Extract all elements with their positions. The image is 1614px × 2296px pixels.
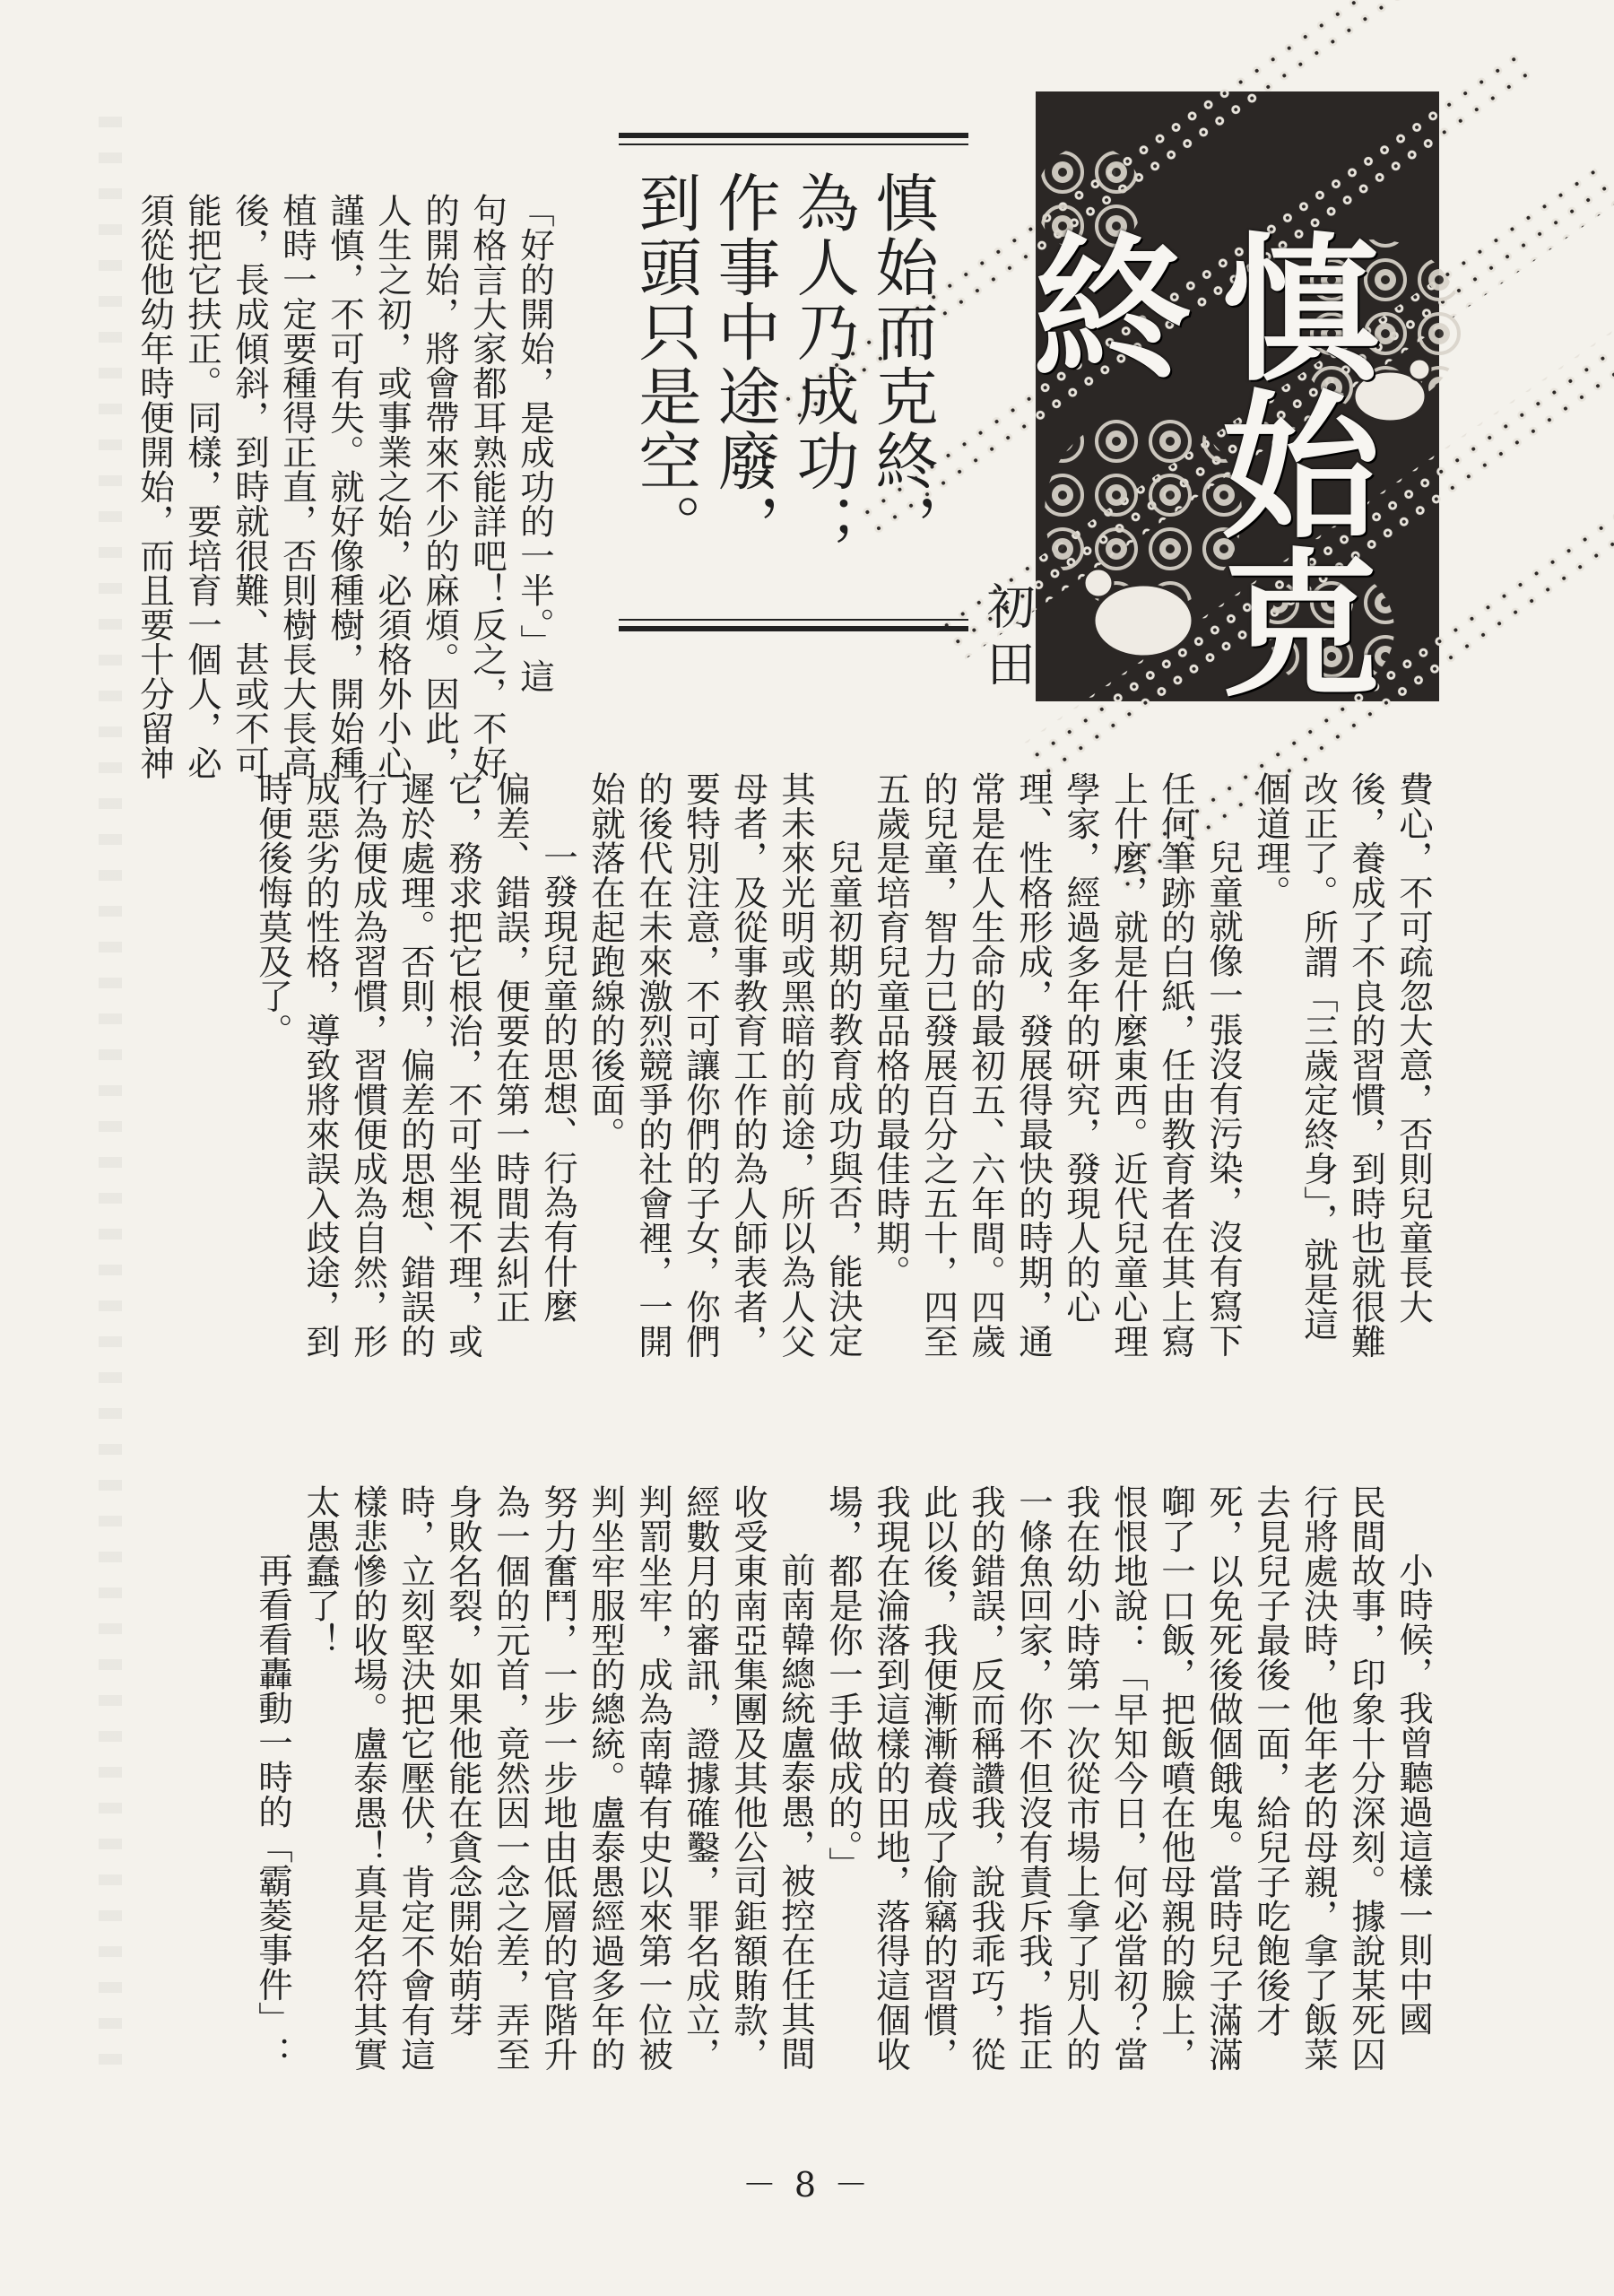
line-text: 行將處決時，他年老的母親，拿了飯菜	[1298, 1484, 1339, 2072]
line-text: 的開始，將會帶來不少的麻煩。因此，	[420, 193, 460, 780]
line-text: 須從他幼年時便開始，而且要十分留神	[134, 193, 175, 780]
text-line	[344, 771, 392, 1417]
text-line	[131, 193, 178, 780]
text-line	[439, 1484, 487, 2130]
line-text: 任何筆跡的白紙，任由教育者在其上寫	[1156, 771, 1196, 1359]
text-line	[1057, 1484, 1105, 2130]
text-line	[962, 1484, 1010, 2130]
line-text: 它，務求把它根治，不可坐視不理，或	[443, 771, 483, 1359]
text-line	[369, 193, 416, 780]
text-line	[582, 771, 629, 1417]
text-line	[464, 193, 511, 780]
text-line	[487, 1484, 534, 2130]
middle-paragraphs	[106, 771, 1437, 1417]
line-text: 的後代在未來激烈競爭的社會裡，一開	[633, 771, 673, 1359]
text-line	[1342, 771, 1390, 1417]
text-line	[392, 771, 439, 1417]
text-line	[297, 1484, 344, 2130]
text-line	[1390, 1484, 1437, 2130]
text-line	[629, 1484, 677, 2130]
line-text: 的兒童，智力已發展百分之五十，四至	[918, 771, 959, 1359]
text-line	[178, 193, 226, 780]
line-text: 偏差、錯誤，便要在第一時間去糾正	[490, 771, 531, 1324]
line-text: 前南韓總統盧泰愚，被控在任其間	[776, 1552, 816, 2071]
motto-line: 到頭只是空。	[629, 170, 702, 558]
line-text: 能把它扶正。同樣，要培育一個人，必	[182, 193, 222, 780]
line-text: 理、性格形成，發展得最快的時期，通	[1013, 771, 1054, 1359]
text-line	[1010, 1484, 1057, 2130]
text-line	[1105, 1484, 1152, 2130]
line-text: 此以後，我便漸漸養成了偷竊的習慣，	[918, 1484, 959, 2072]
text-line	[226, 193, 273, 780]
line-text: 我在幼小時第一次從市場上拿了別人的	[1061, 1484, 1101, 2072]
text-line	[677, 1484, 725, 2130]
line-text: 再看看轟動一時的「霸菱事件」：	[253, 1552, 293, 2071]
text-line	[820, 1484, 867, 2130]
text-line	[1057, 771, 1105, 1417]
bottom-paragraphs	[106, 1484, 1437, 2130]
line-text: 收受東南亞集團及其他公司鉅額賄款，	[728, 1484, 768, 2072]
text-line	[725, 771, 772, 1417]
line-text: 樣悲慘的收場。盧泰愚！真是名符其實	[348, 1484, 388, 2072]
author-name: 初田	[979, 581, 1036, 696]
line-text: 一發現兒童的思想、行為有什麼	[538, 839, 578, 1323]
text-line	[297, 771, 344, 1417]
line-text: 去見兒子最後一面，給兒子吃飽後才	[1251, 1484, 1291, 2037]
line-text: 遲於處理。否則，偏差的思想、錯誤的	[395, 771, 436, 1359]
text-line	[511, 193, 559, 695]
article-title: 慎始克終	[1007, 226, 1379, 700]
motto-line: 作事中途廢，	[707, 170, 781, 558]
line-text: 常是在人生命的最初五、六年間。四歲	[966, 771, 1006, 1359]
line-text: 判坐牢服型的總統。盧泰愚經過多年的	[586, 1484, 626, 2072]
text-line	[1390, 771, 1437, 1417]
line-text: 一條魚回家，你不但沒有責斥我，指正	[1013, 1484, 1054, 2072]
line-text: 後，養成了不良的習慣，到時也就很難	[1346, 771, 1386, 1359]
line-text: 謹慎，不可有失。就好像種樹，開始種	[325, 193, 365, 780]
text-line	[1010, 771, 1057, 1417]
text-line	[1295, 771, 1342, 1417]
line-text: 要特別注意，不可讓你們的子女，你們	[681, 771, 721, 1359]
motto-line: 為人乃成功；	[786, 170, 860, 558]
line-text: 死，以免死後做個餓鬼。當時兒子滿滿	[1203, 1484, 1244, 2072]
text-line	[867, 771, 915, 1417]
text-line	[1200, 771, 1247, 1417]
line-text: 母者，及從事教育工作的為人師表者，	[728, 771, 768, 1359]
line-text: 恨恨地說：「早知今日，何必當初？當	[1108, 1484, 1149, 2072]
text-line	[392, 1484, 439, 2130]
text-line	[416, 193, 464, 780]
line-text: 成惡劣的性格，導致將來誤入歧途，到	[300, 771, 341, 1359]
text-line	[1247, 1484, 1295, 2130]
text-line	[772, 1484, 820, 2130]
text-line	[534, 771, 582, 1417]
line-text: 我的錯誤，反而稱讚我，說我乖巧，從	[966, 1484, 1006, 2072]
line-text: 民間故事，印象十分深刻。據說某死囚	[1346, 1484, 1386, 2072]
line-text: 句格言大家都耳熟能詳吧！反之，不好	[467, 193, 508, 780]
line-text: 努力奮鬥，一步一步地由低層的官階升	[538, 1484, 578, 2072]
motto-poem	[629, 170, 941, 646]
text-line	[820, 771, 867, 1417]
text-line	[439, 771, 487, 1417]
text-line	[249, 771, 297, 1417]
line-text: 經數月的審訊，證據確鑿，罪名成立，	[681, 1484, 721, 2072]
text-line	[725, 1484, 772, 2130]
text-line	[1105, 771, 1152, 1417]
motto-top-rule-thin	[619, 144, 968, 145]
line-text: 兒童初期的教育成功與否，能決定	[823, 839, 863, 1358]
text-line	[1295, 1484, 1342, 2130]
text-line	[962, 771, 1010, 1417]
line-text: 費心，不可疏忽大意，否則兒童長大	[1393, 771, 1434, 1324]
line-text: 人生之初，或事業之始，必須格外小心	[372, 193, 412, 780]
line-text: 啣了一口飯，把飯噴在他母親的臉上，	[1156, 1484, 1196, 2072]
line-text: 行為便成為習慣，習慣便成為自然，形	[348, 771, 388, 1359]
line-text: 太愚蠢了！	[300, 1484, 341, 1657]
line-text: 我現在淪落到這樣的田地，落得這個收	[871, 1484, 911, 2072]
line-text: 場，都是你一手做成的。」	[823, 1484, 863, 1882]
text-line	[344, 1484, 392, 2130]
text-line	[1152, 771, 1200, 1417]
text-line	[867, 1484, 915, 2130]
motto-line: 慎始而克終，	[865, 170, 939, 558]
line-text: 個道理。	[1251, 771, 1291, 909]
line-text: 為一個的元首，竟然因一念之差，弄至	[490, 1484, 531, 2072]
text-line	[629, 771, 677, 1417]
motto-top-rule	[619, 133, 968, 138]
line-text: 時便後悔莫及了。	[253, 771, 293, 1048]
text-line	[677, 771, 725, 1417]
text-line	[1247, 771, 1295, 1417]
text-line	[487, 771, 534, 1417]
text-line	[1200, 1484, 1247, 2130]
page-number: － 8 －	[742, 2165, 872, 2205]
line-text: 其未來光明或黑暗的前途，所以為人父	[776, 771, 816, 1359]
text-line	[249, 1484, 297, 2130]
line-text: 「好的開始，是成功的一半。」這	[515, 193, 555, 694]
text-line	[534, 1484, 582, 2130]
line-text: 學家，經過多年的研究，發現人的心	[1061, 771, 1101, 1324]
line-text: 身敗名裂，如果他能在貪念開始萌芽	[443, 1484, 483, 2037]
line-text: 始就落在起跑線的後面。	[586, 771, 626, 1152]
line-text: 五歲是培育兒童品格的最佳時期。	[871, 771, 911, 1290]
line-text: 後，長成傾斜，到時就很難、甚或不可	[230, 193, 270, 780]
text-line	[1342, 1484, 1390, 2130]
text-line	[321, 193, 369, 780]
line-text: 改正了。所謂「三歲定終身」，就是這	[1298, 771, 1339, 1342]
line-text: 上什麼，就是什麼東西。近代兒童心理	[1108, 771, 1149, 1359]
line-text: 植時一定要種得正直，否則樹長大長高	[277, 193, 317, 780]
intro-paragraph	[106, 193, 559, 780]
text-line	[915, 1484, 962, 2130]
line-text: 判罰坐牢，成為南韓有史以來第一位被	[633, 1484, 673, 2072]
line-text: 兒童就像一張沒有污染，沒有寫下	[1203, 839, 1244, 1358]
text-line	[915, 771, 962, 1417]
line-text: 時，立刻堅決把它壓伏，肯定不會有這	[395, 1484, 436, 2072]
line-text: 小時候，我曾聽過這樣一則中國	[1393, 1552, 1434, 2036]
text-line	[772, 771, 820, 1417]
text-line	[273, 193, 321, 780]
text-line	[1152, 1484, 1200, 2130]
text-line	[582, 1484, 629, 2130]
